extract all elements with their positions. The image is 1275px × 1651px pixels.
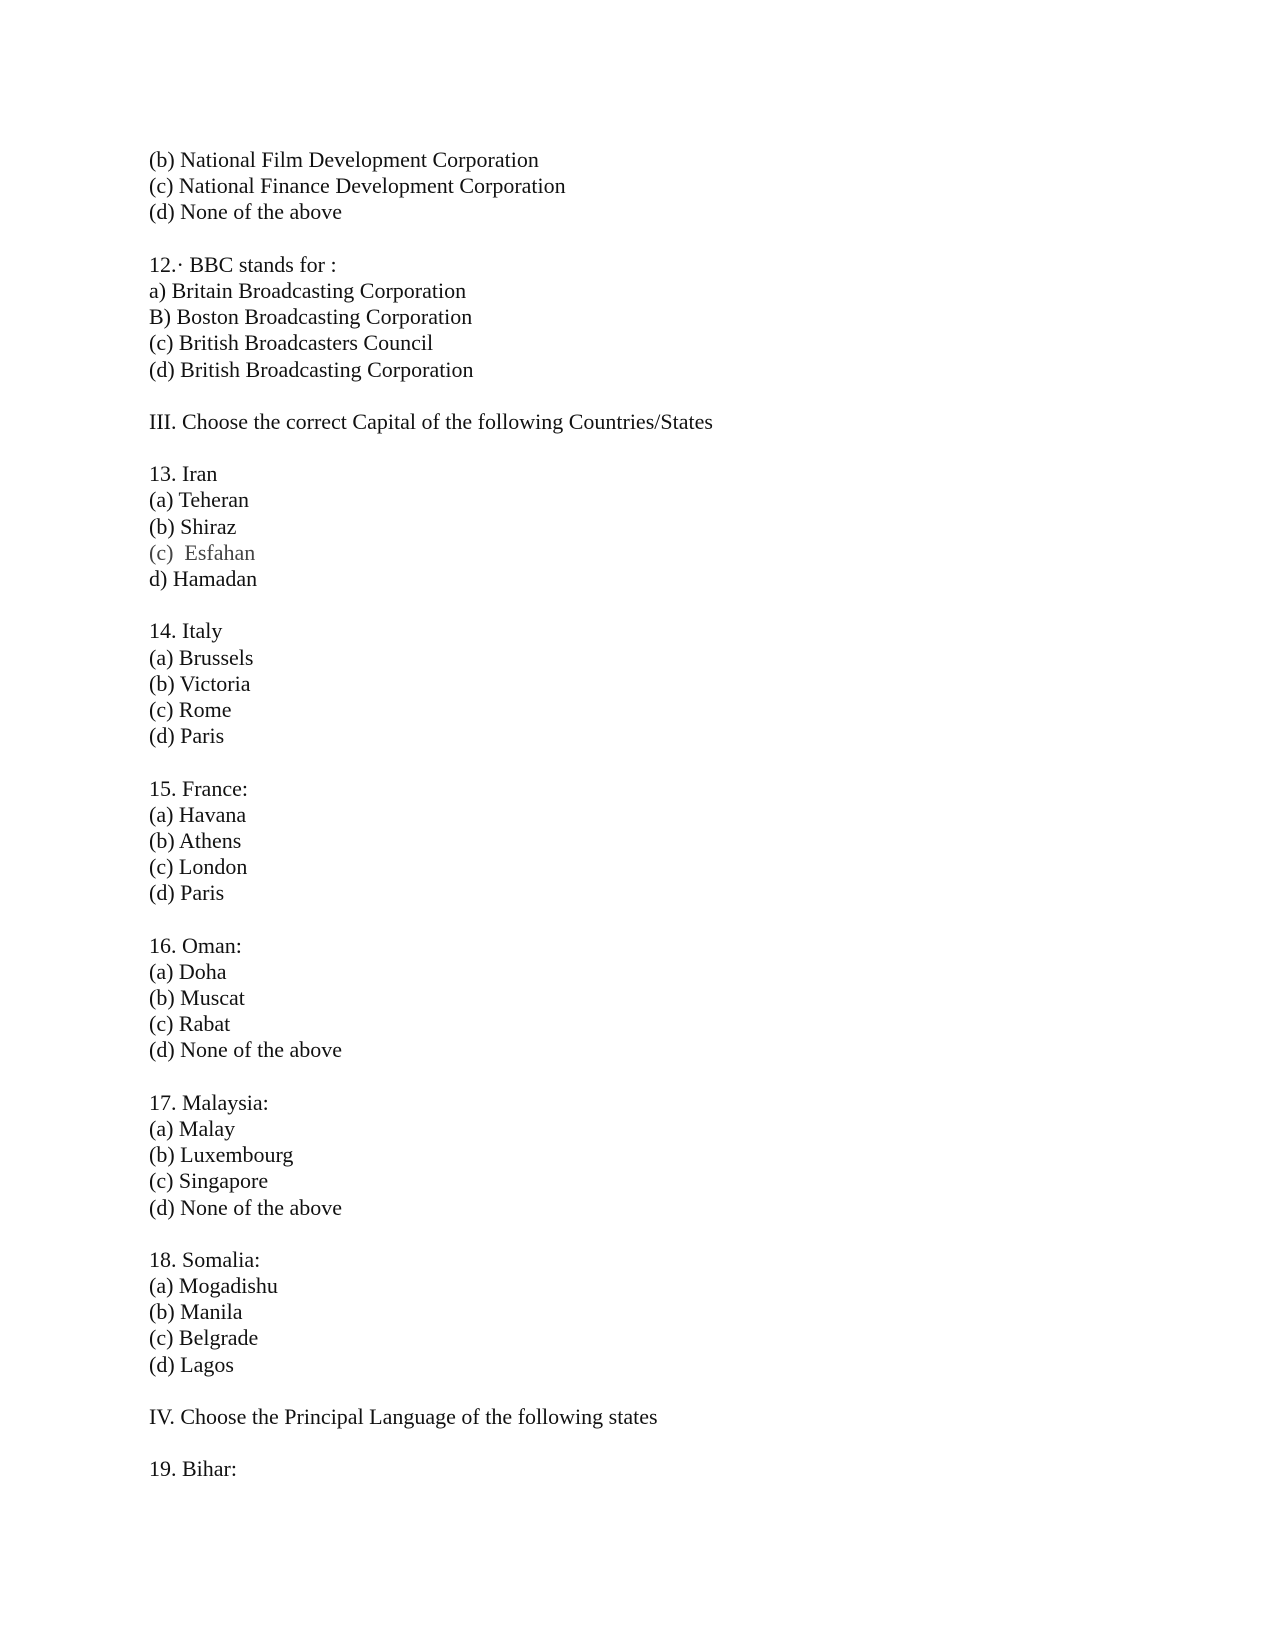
option-b: (b) Athens xyxy=(149,827,242,853)
question-19 xyxy=(149,1456,1149,1482)
question-14 xyxy=(149,618,1149,749)
option-b: (b) Shiraz xyxy=(149,513,237,539)
option-c: (c) Rabat xyxy=(149,1011,231,1037)
question-text: 18. Somalia: xyxy=(149,1246,261,1272)
option-a: a) Britain Broadcasting Corporation xyxy=(149,277,467,303)
option-b: (b) Muscat xyxy=(149,985,245,1010)
option-d: (d) British Broadcasting Corporation xyxy=(149,356,474,382)
question-18 xyxy=(149,1247,1149,1378)
option-a: (a) Mogadishu xyxy=(149,1273,278,1299)
option-c: (c) Belgrade xyxy=(149,1325,259,1351)
question-text: 17. Malaysia: xyxy=(149,1089,269,1115)
option-c: (c) National Finance Development Corporation xyxy=(149,173,566,199)
question-13 xyxy=(149,461,1149,592)
option-a: (a) Doha xyxy=(149,958,227,984)
option-c: (c) British Broadcasters Council xyxy=(149,330,434,356)
option-a: (a) Teheran xyxy=(149,487,250,513)
question-text: 12.· BBC stands for : xyxy=(149,251,337,277)
question-11-continuation xyxy=(149,147,1149,226)
option-c: (c) Singapore xyxy=(149,1168,269,1194)
option-c: (c) Esfahan xyxy=(149,539,256,565)
question-15 xyxy=(149,776,1149,907)
question-text: 15. France: xyxy=(149,775,248,801)
option-b: (b) Luxembourg xyxy=(149,1142,294,1168)
question-16 xyxy=(149,933,1149,1064)
option-d: d) Hamadan xyxy=(149,566,258,591)
option-d: (d) None of the above xyxy=(149,1037,343,1063)
option-d: (d) None of the above xyxy=(149,1194,343,1220)
question-text: 19. Bihar: xyxy=(149,1456,237,1482)
question-text: 13. Iran xyxy=(149,461,218,487)
question-12 xyxy=(149,252,1149,383)
option-a: (a) Havana xyxy=(149,801,247,827)
option-b: (b) National Film Development Corporation xyxy=(149,147,539,172)
question-text: 16. Oman: xyxy=(149,932,242,958)
option-c: (c) Rome xyxy=(149,696,232,722)
option-d: (d) Lagos xyxy=(149,1351,234,1377)
question-text: 14. Italy xyxy=(149,618,223,644)
option-b: (b) Manila xyxy=(149,1299,243,1325)
option-d: (d) None of the above xyxy=(149,199,343,225)
option-b: (b) Victoria xyxy=(149,670,251,696)
section-heading-iii: III. Choose the correct Capital of the following Countries/States xyxy=(149,408,713,434)
question-17 xyxy=(149,1090,1149,1221)
option-d: (d) Paris xyxy=(149,723,225,749)
option-a: (a) Malay xyxy=(149,1115,236,1141)
option-d: (d) Paris xyxy=(149,880,225,906)
document-page xyxy=(149,147,1149,1483)
option-c: (c) London xyxy=(149,854,248,880)
option-a: (a) Brussels xyxy=(149,644,254,670)
section-heading-iv: IV. Choose the Principal Language of the following states xyxy=(149,1404,658,1429)
option-b: B) Boston Broadcasting Corporation xyxy=(149,304,473,330)
